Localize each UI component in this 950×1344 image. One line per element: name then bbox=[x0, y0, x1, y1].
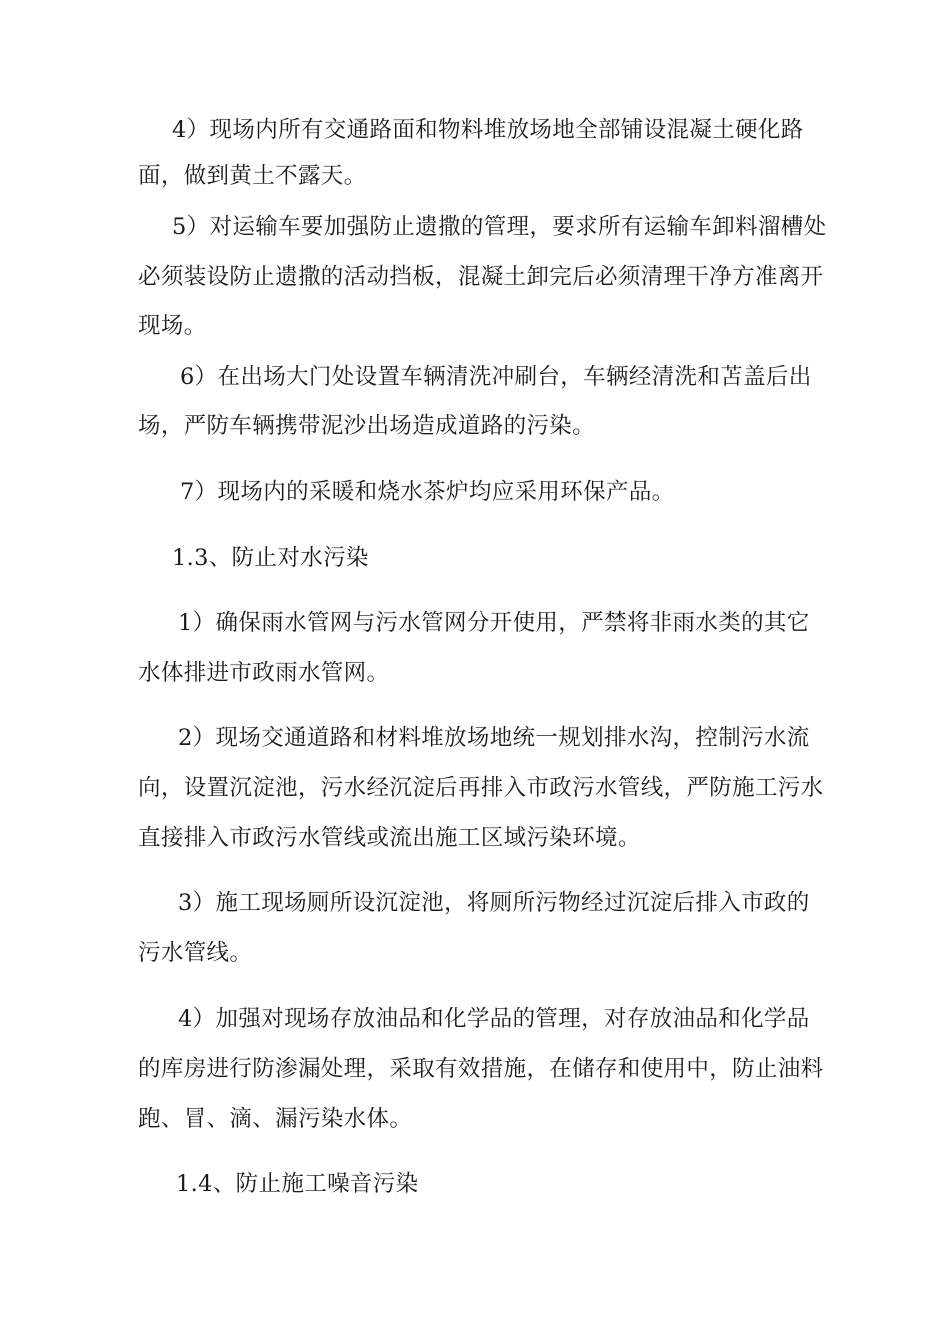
paragraph-line: 向，设置沉淀池，污水经沉淀后再排入市政污水管线，严防施工污水 bbox=[138, 775, 824, 801]
paragraph-line: 7）现场内的采暖和烧水茶炉均应采用环保产品。 bbox=[180, 479, 675, 505]
paragraph-line: 现场。 bbox=[138, 313, 207, 339]
paragraph-line: 3）施工现场厕所设沉淀池，将厕所污物经过沉淀后排入市政的 bbox=[178, 890, 810, 916]
paragraph-line: 直接排入市政污水管线或流出施工区域污染环境。 bbox=[138, 825, 641, 851]
paragraph-line: 必须装设防止遗撒的活动挡板，混凝土卸完后必须清理干净方准离开 bbox=[138, 264, 824, 290]
paragraph-line: 6）在出场大门处设置车辆清洗冲刷台，车辆经清洗和苫盖后出 bbox=[180, 364, 812, 390]
paragraph-line: 面，做到黄土不露天。 bbox=[138, 163, 367, 189]
paragraph-line: 场，严防车辆携带泥沙出场造成道路的污染。 bbox=[138, 413, 596, 439]
paragraph-line: 水体排进市政雨水管网。 bbox=[138, 660, 390, 686]
paragraph-line: 的库房进行防渗漏处理，采取有效措施，在储存和使用中，防止油料 bbox=[138, 1056, 824, 1082]
paragraph-line: 污水管线。 bbox=[138, 940, 253, 966]
paragraph-line: 5）对运输车要加强防止遗撒的管理，要求所有运输车卸料溜槽处 bbox=[172, 214, 827, 240]
paragraph-line: 4）加强对现场存放油品和化学品的管理，对存放油品和化学品 bbox=[178, 1006, 810, 1032]
paragraph-line: 跑、冒、滴、漏污染水体。 bbox=[138, 1106, 413, 1132]
paragraph-line: 2）现场交通道路和材料堆放场地统一规划排水沟，控制污水流 bbox=[178, 725, 810, 751]
paragraph-line: 4）现场内所有交通路面和物料堆放场地全部铺设混凝土硬化路 bbox=[172, 117, 804, 143]
paragraph-line: 1）确保雨水管网与污水管网分开使用，严禁将非雨水类的其它 bbox=[178, 610, 810, 636]
section-heading: 1.3、防止对水污染 bbox=[172, 545, 369, 571]
section-heading: 1.4、防止施工噪音污染 bbox=[176, 1171, 419, 1197]
